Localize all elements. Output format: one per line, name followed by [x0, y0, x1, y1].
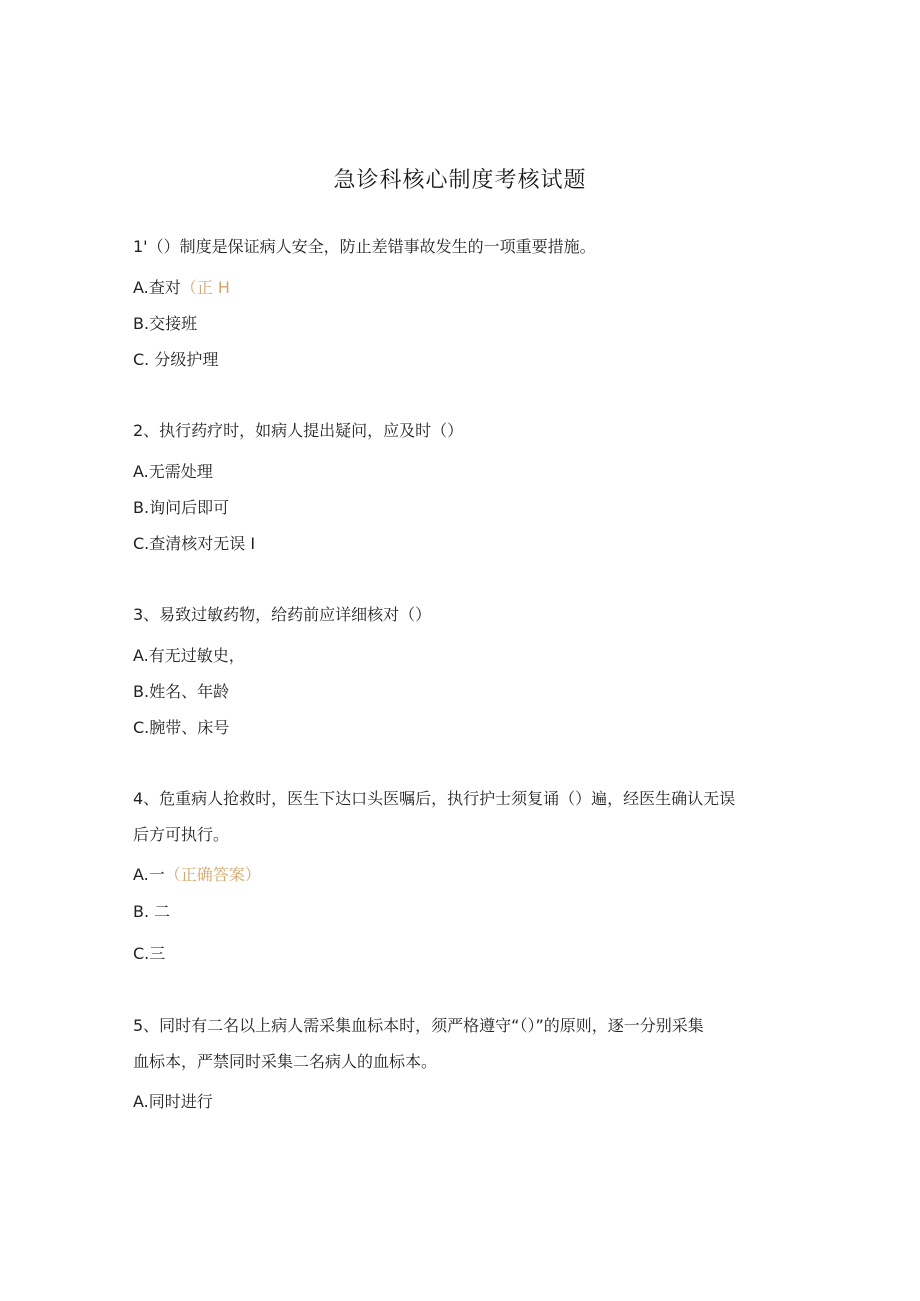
question-5-stem-line2: 血标本，严禁同时采集二名病人的血标本。 [133, 1052, 438, 1071]
question-4-option-c: C.三 [133, 944, 166, 963]
question-2-option-b: B.询问后即可 [133, 498, 230, 517]
answer-note: （正确答案） [164, 865, 261, 884]
question-4-stem-line1: 4、危重病人抢救时，医生下达口头医嘱后，执行护士须复诵（）遍，经医生确认无误 [133, 789, 736, 808]
question-4-option-a [133, 865, 261, 885]
page-title: 急诊科核心制度考核试题 [333, 168, 587, 193]
option-text: A.查对 [133, 278, 181, 297]
question-1-option-a [133, 278, 230, 298]
question-3-option-a: A.有无过敏史， [133, 646, 245, 665]
question-3-stem: 3、易致过敏药物，给药前应详细核对（） [133, 605, 432, 624]
question-3-option-c: C.腕带、床号 [133, 718, 230, 737]
question-5-stem-line1: 5、同时有二名以上病人需采集血标本时，须严格遵守“（）”的原则，逐一分别采集 [133, 1016, 704, 1035]
question-2-option-a: A.无需处理 [133, 462, 213, 481]
question-3-option-b: B.姓名、年龄 [133, 682, 230, 701]
question-2-option-c: C.查清核对无误 I [133, 534, 256, 553]
question-4-stem-line2: 后方可执行。 [133, 825, 230, 844]
answer-note: （正 H [180, 278, 230, 297]
option-text: A.一 [133, 865, 165, 884]
question-4-option-b: B. 二 [133, 902, 171, 921]
question-1-option-c: C. 分级护理 [133, 350, 219, 369]
question-5-option-a: A.同时进行 [133, 1092, 213, 1111]
question-1-stem: 1'（）制度是保证病人安全，防止差错事故发生的一项重要措施。 [133, 237, 596, 256]
question-1-option-b: B.交接班 [133, 314, 198, 333]
question-2-stem: 2、执行药疗时，如病人提出疑问，应及时（） [133, 421, 464, 440]
